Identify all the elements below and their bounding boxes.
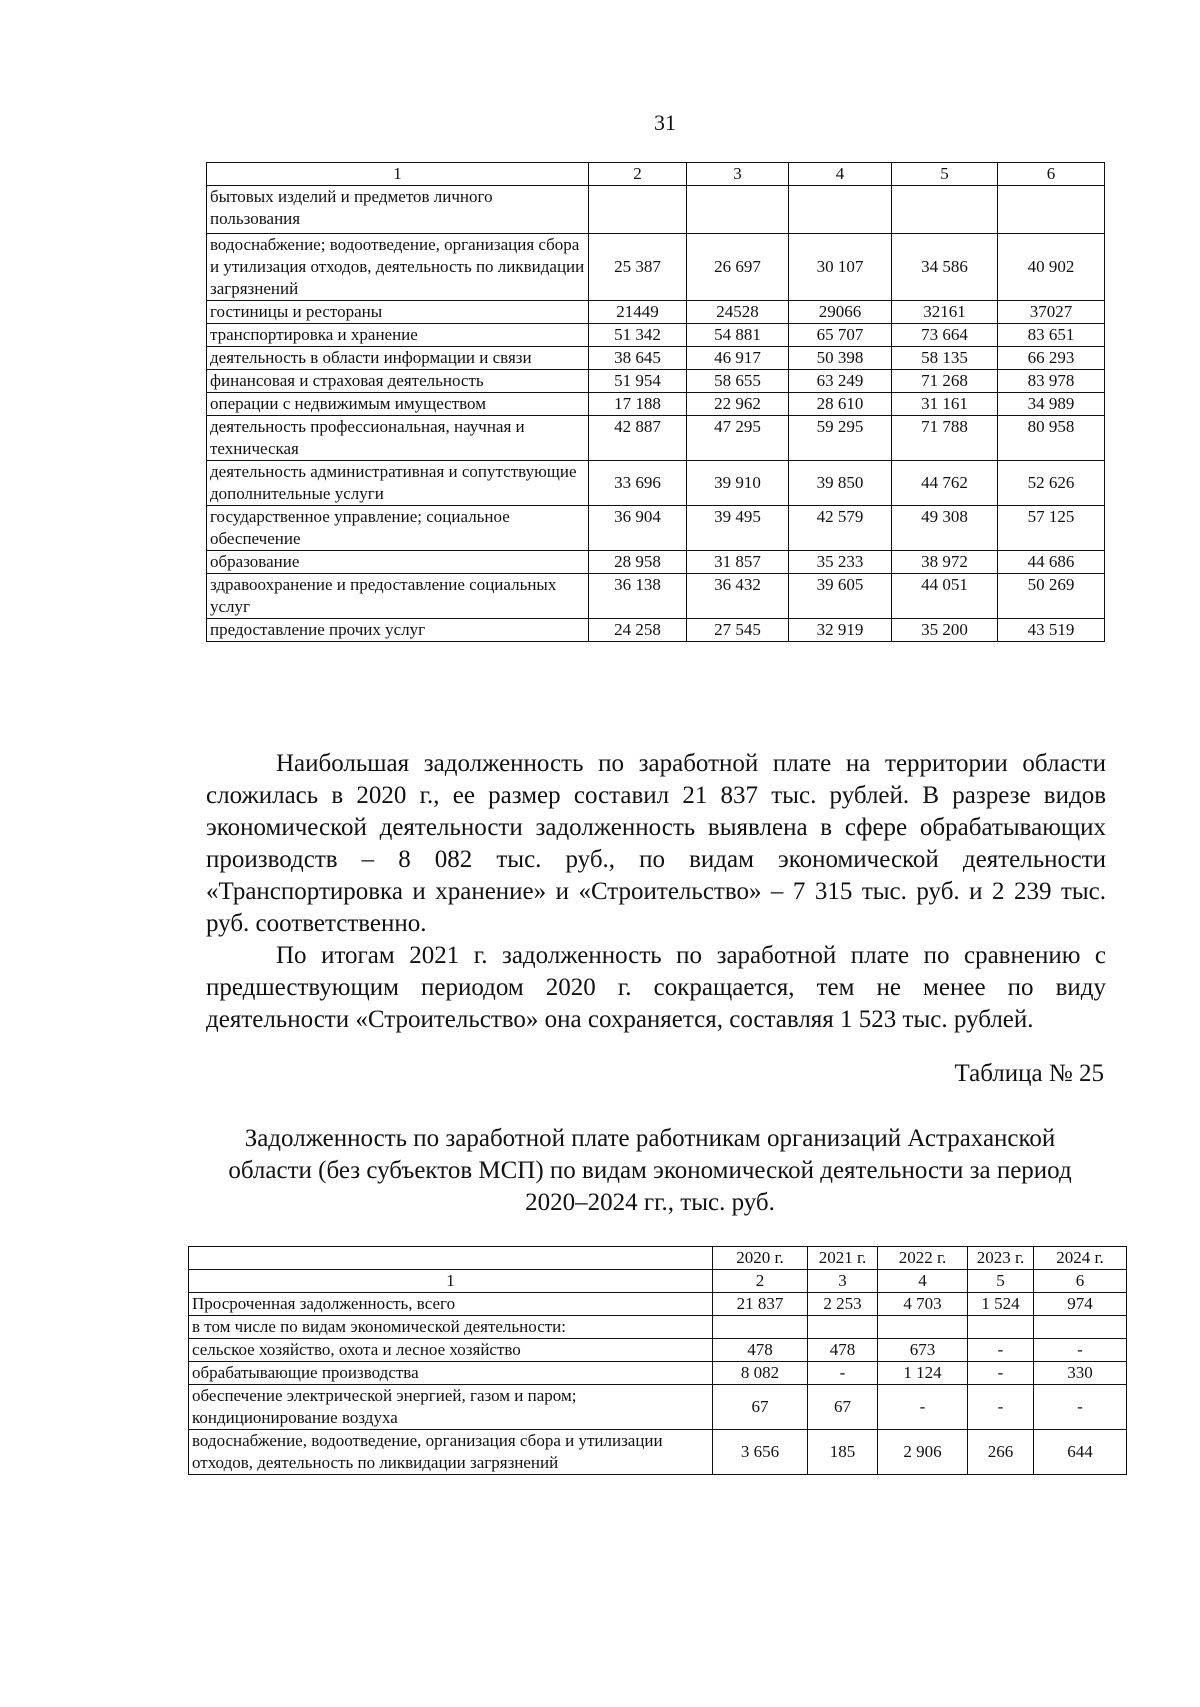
table-row <box>207 619 1105 642</box>
paragraph-text: По итогам 2021 г. задолженность по заработной плате по сравнению с предшествующим периодом 2020 г. сокращается, тем не менее по виду деятельности «Строительство» она сохраняется, составляя 1 523 тыс. рублей. <box>206 942 1106 1033</box>
cell: 73 664 <box>892 324 998 347</box>
cell: 52 626 <box>998 461 1105 506</box>
cell: 39 495 <box>687 506 789 551</box>
table-row <box>207 347 1105 370</box>
row-label: в том числе по видам экономической деятельности: <box>189 1316 713 1339</box>
cell: 974 <box>1034 1293 1127 1316</box>
row-label: обеспечение электрической энергией, газом и паром; кондиционирование воздуха <box>189 1385 713 1430</box>
column-number: 4 <box>789 163 892 186</box>
cell: 26 697 <box>687 234 789 301</box>
cell: 46 917 <box>687 347 789 370</box>
row-label: гостиницы и рестораны <box>207 301 589 324</box>
cell: 39 850 <box>789 461 892 506</box>
cell: 1 524 <box>968 1293 1034 1316</box>
row-label: водоснабжение, водоотведение, организация сбора и утилизации отходов, деятельность по ликвидации загрязнений <box>189 1430 713 1475</box>
cell <box>589 186 687 234</box>
cell: 29066 <box>789 301 892 324</box>
row-label: сельское хозяйство, охота и лесное хозяйство <box>189 1339 713 1362</box>
cell: 71 268 <box>892 370 998 393</box>
cell: 66 293 <box>998 347 1105 370</box>
row-label: деятельность профессиональная, научная и техническая <box>207 416 589 461</box>
column-number: 2 <box>589 163 687 186</box>
cell <box>687 186 789 234</box>
cell <box>1034 1316 1127 1339</box>
cell: 49 308 <box>892 506 998 551</box>
cell: 33 696 <box>589 461 687 506</box>
cell: 330 <box>1034 1362 1127 1385</box>
cell: 4 703 <box>878 1293 968 1316</box>
cell: 38 972 <box>892 551 998 574</box>
cell: 44 762 <box>892 461 998 506</box>
column-number: 3 <box>808 1270 878 1293</box>
cell: 50 398 <box>789 347 892 370</box>
cell: 44 686 <box>998 551 1105 574</box>
cell: 22 962 <box>687 393 789 416</box>
cell: 67 <box>808 1385 878 1430</box>
cell: 31 857 <box>687 551 789 574</box>
cell: 42 579 <box>789 506 892 551</box>
column-number: 3 <box>687 163 789 186</box>
year-header: 2021 г. <box>808 1247 878 1270</box>
page-number: 31 <box>654 110 676 135</box>
table-row <box>207 234 1105 301</box>
cell <box>892 186 998 234</box>
cell: 36 432 <box>687 574 789 619</box>
table-row <box>207 370 1105 393</box>
cell: 478 <box>713 1339 808 1362</box>
column-number: 5 <box>892 163 998 186</box>
table-row <box>189 1385 1127 1430</box>
cell: - <box>878 1385 968 1430</box>
table-economic-activities <box>206 162 1105 642</box>
cell: 51 954 <box>589 370 687 393</box>
cell: 59 295 <box>789 416 892 461</box>
cell: 39 910 <box>687 461 789 506</box>
cell: 54 881 <box>687 324 789 347</box>
cell: 32 919 <box>789 619 892 642</box>
row-label: Просроченная задолженность, всего <box>189 1293 713 1316</box>
table-row <box>189 1293 1127 1316</box>
row-label: государственное управление; социальное обеспечение <box>207 506 589 551</box>
row-label: операции с недвижимым имуществом <box>207 393 589 416</box>
cell: 35 200 <box>892 619 998 642</box>
table-row <box>189 1430 1127 1475</box>
year-header: 2023 г. <box>968 1247 1034 1270</box>
cell: 21 837 <box>713 1293 808 1316</box>
cell <box>789 186 892 234</box>
cell <box>968 1316 1034 1339</box>
cell: 50 269 <box>998 574 1105 619</box>
cell <box>998 186 1105 234</box>
cell: 2 253 <box>808 1293 878 1316</box>
cell: 83 651 <box>998 324 1105 347</box>
cell: 35 233 <box>789 551 892 574</box>
column-number: 6 <box>1034 1270 1127 1293</box>
cell: 40 902 <box>998 234 1105 301</box>
column-number: 2 <box>713 1270 808 1293</box>
cell: 44 051 <box>892 574 998 619</box>
cell: - <box>968 1362 1034 1385</box>
paragraph <box>206 748 1106 940</box>
empty-cell <box>189 1247 713 1270</box>
year-header: 2022 г. <box>878 1247 968 1270</box>
table-number: Таблица № 25 <box>954 1060 1104 1087</box>
cell: 51 342 <box>589 324 687 347</box>
cell: 2 906 <box>878 1430 968 1475</box>
cell: 21449 <box>589 301 687 324</box>
column-number: 5 <box>968 1270 1034 1293</box>
cell: 57 125 <box>998 506 1105 551</box>
table-row <box>207 551 1105 574</box>
row-label: деятельность административная и сопутствующие дополнительные услуги <box>207 461 589 506</box>
table-row <box>207 416 1105 461</box>
table-row <box>207 506 1105 551</box>
cell <box>713 1316 808 1339</box>
cell: 28 610 <box>789 393 892 416</box>
cell: 266 <box>968 1430 1034 1475</box>
table-row <box>207 461 1105 506</box>
paragraph-text: Наибольшая задолженность по заработной плате на территории области сложилась в 2020 г., ее размер составил 21 837 тыс. рублей. В разрезе видов экономической деятельности задолженность выявлена в сфере обрабатывающих производств – 8 082 тыс. руб., по видам экономической деятельности «Транспортировка и хранение» и «Строительство» – 7 315 тыс. руб. и 2 239 тыс. руб. соответственно. <box>206 750 1106 937</box>
cell: 58 655 <box>687 370 789 393</box>
cell: - <box>968 1339 1034 1362</box>
column-number: 6 <box>998 163 1105 186</box>
cell: 185 <box>808 1430 878 1475</box>
cell: 67 <box>713 1385 808 1430</box>
table-row <box>189 1362 1127 1385</box>
table-row <box>207 301 1105 324</box>
cell: 58 135 <box>892 347 998 370</box>
cell: 17 188 <box>589 393 687 416</box>
cell: 83 978 <box>998 370 1105 393</box>
table-years-row <box>189 1247 1127 1270</box>
cell: 34 586 <box>892 234 998 301</box>
table-row <box>189 1316 1127 1339</box>
cell: 673 <box>878 1339 968 1362</box>
table-header-row <box>189 1270 1127 1293</box>
year-header: 2024 г. <box>1034 1247 1127 1270</box>
table-header-row <box>207 163 1105 186</box>
row-label: бытовых изделий и предметов личного пользования <box>207 186 589 234</box>
cell <box>878 1316 968 1339</box>
row-label: транспортировка и хранение <box>207 324 589 347</box>
row-label: обрабатывающие производства <box>189 1362 713 1385</box>
cell: 36 138 <box>589 574 687 619</box>
cell: 31 161 <box>892 393 998 416</box>
cell: 65 707 <box>789 324 892 347</box>
table-row <box>189 1339 1127 1362</box>
row-label: финансовая и страховая деятельность <box>207 370 589 393</box>
cell: 42 887 <box>589 416 687 461</box>
cell: 644 <box>1034 1430 1127 1475</box>
cell: 38 645 <box>589 347 687 370</box>
cell: 27 545 <box>687 619 789 642</box>
cell: 47 295 <box>687 416 789 461</box>
cell: - <box>1034 1339 1127 1362</box>
cell: 43 519 <box>998 619 1105 642</box>
cell: - <box>968 1385 1034 1430</box>
row-label: здравоохранение и предоставление социальных услуг <box>207 574 589 619</box>
cell: 63 249 <box>789 370 892 393</box>
cell: 39 605 <box>789 574 892 619</box>
table-row <box>207 324 1105 347</box>
cell: 80 958 <box>998 416 1105 461</box>
table-wage-arrears <box>188 1246 1127 1475</box>
cell: 37027 <box>998 301 1105 324</box>
cell: 25 387 <box>589 234 687 301</box>
column-number: 1 <box>189 1270 713 1293</box>
table-row <box>207 574 1105 619</box>
cell: 24 258 <box>589 619 687 642</box>
row-label: деятельность в области информации и связи <box>207 347 589 370</box>
cell: - <box>1034 1385 1127 1430</box>
table-row <box>207 186 1105 234</box>
cell: 30 107 <box>789 234 892 301</box>
table-row <box>207 393 1105 416</box>
row-label: предоставление прочих услуг <box>207 619 589 642</box>
row-label: образование <box>207 551 589 574</box>
cell: 71 788 <box>892 416 998 461</box>
cell: 3 656 <box>713 1430 808 1475</box>
cell: 8 082 <box>713 1362 808 1385</box>
cell: 32161 <box>892 301 998 324</box>
cell: 24528 <box>687 301 789 324</box>
cell: - <box>808 1362 878 1385</box>
year-header: 2020 г. <box>713 1247 808 1270</box>
column-number: 4 <box>878 1270 968 1293</box>
row-label: водоснабжение; водоотведение, организация сбора и утилизация отходов, деятельность по ликвидации загрязнений <box>207 234 589 301</box>
cell: 1 124 <box>878 1362 968 1385</box>
paragraph <box>206 940 1106 1036</box>
cell: 36 904 <box>589 506 687 551</box>
cell: 478 <box>808 1339 878 1362</box>
cell <box>808 1316 878 1339</box>
column-number: 1 <box>207 163 589 186</box>
table-caption: Задолженность по заработной плате работникам организаций Астраханской области (без субъектов МСП) по видам экономической деятельности за период 2020–2024 гг., тыс. руб. <box>228 1125 1072 1216</box>
cell: 28 958 <box>589 551 687 574</box>
cell: 34 989 <box>998 393 1105 416</box>
